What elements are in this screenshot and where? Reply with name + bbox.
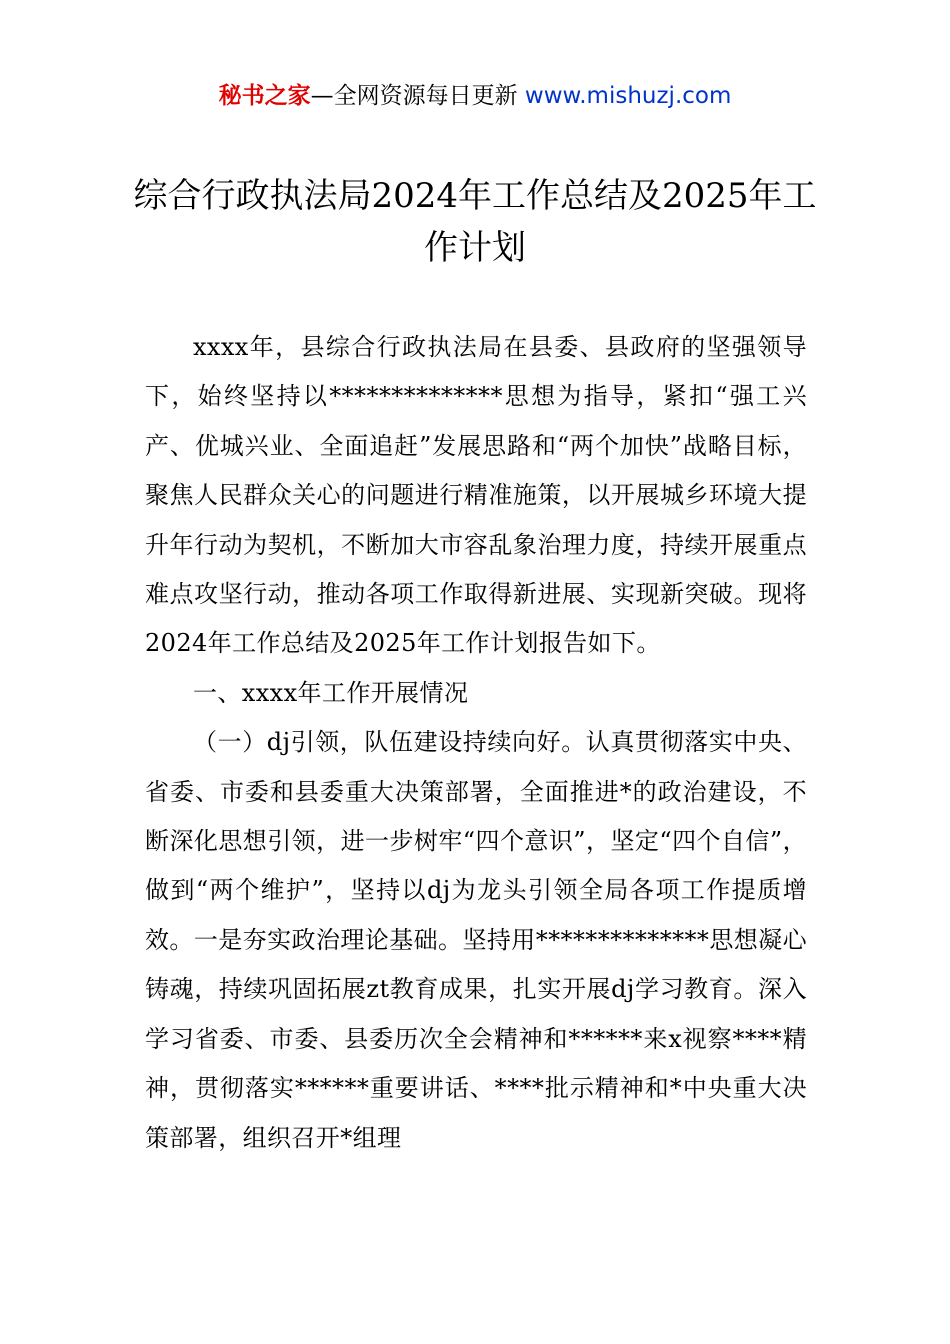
site-brand: 秘书之家 [218, 83, 311, 109]
document-body [145, 323, 807, 1163]
section-heading: 一、xxxx年工作开展情况 [193, 678, 469, 707]
intro-paragraph: xxxx年，县综合行政执法局在县委、县政府的坚强领导下，始终坚持以**************思想为指导，紧扣“强工兴产、优城兴业、全面追赶”发展思路和“两个加快”战略目标，聚焦人民群众关心的问题进行精准施策，以开展城乡环境大提升年行动为契机，不断加大市容乱象治理力度，持续开展重点难点攻坚行动，推动各项工作取得新进展、实现新突破。现将2024年工作总结及2025年工作计划报告如下。 [145, 333, 807, 658]
site-header [0, 80, 950, 112]
document-title: 综合行政执法局2024年工作总结及2025年工作计划 [133, 176, 817, 268]
site-tagline: —全网资源每日更新 [310, 83, 518, 109]
section-paragraph: （一）dj引领，队伍建设持续向好。认真贯彻落实中央、省委、市委和县委重大决策部署，全面推进*的政治建设，不断深化思想引领，进一步树牢“四个意识”，坚定“四个自信”，做到“两个维护”，坚持以dj为龙头引领全局各项工作提质增效。一是夯实政治理论基础。坚持用**************思想凝心铸魂，持续巩固拓展zt教育成果，扎实开展dj学习教育。深入学习省委、市委、县委历次全会精神和******来x视察****精神，贯彻落实******重要讲话、****批示精神和*中央重大决策部署，组织召开*组理 [145, 728, 807, 1152]
site-url-link[interactable]: www.mishuzj.com [524, 83, 732, 109]
